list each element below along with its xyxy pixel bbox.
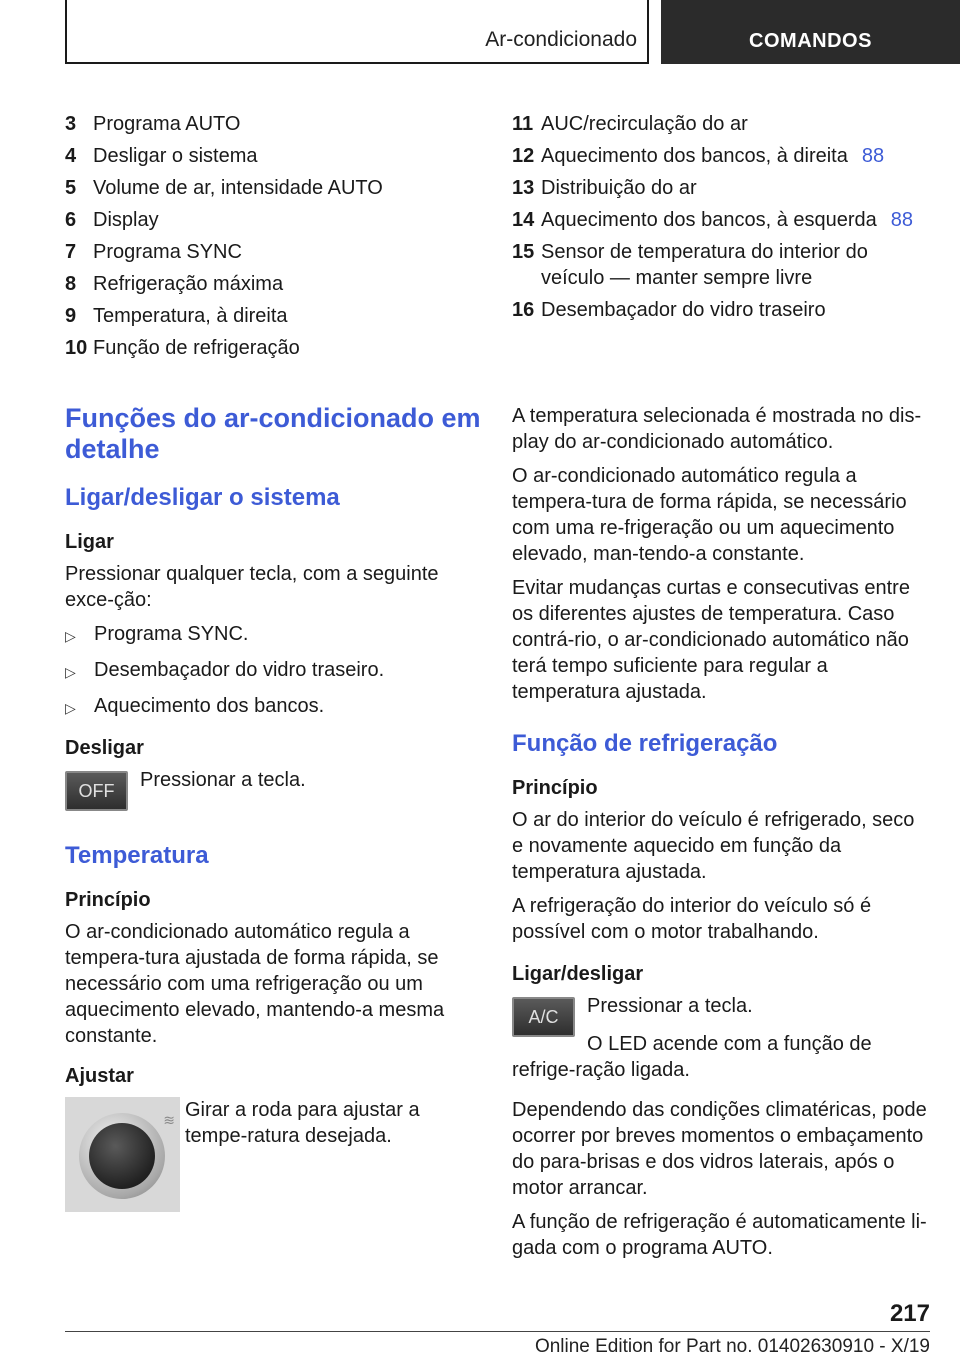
paragraph: A refrigeração do interior do veículo só é possível com o motor trabalhando. bbox=[512, 895, 872, 943]
item-number: 5 bbox=[65, 177, 77, 199]
item-text: Display bbox=[93, 209, 159, 231]
item-number: 12 bbox=[512, 145, 535, 167]
item-number: 10 bbox=[65, 337, 88, 359]
paragraph: Evitar mudanças curtas e consecutivas entre os diferentes ajustes de temperatura. Caso contrá-rio, o ar-condicionado automático não terá tempo suficiente para regular a temperatura ajustada. bbox=[512, 577, 910, 703]
paragraph: O ar do interior do veículo é refrigerado, seco e novamente aquecido em função da temperatura ajustada. bbox=[512, 809, 915, 883]
item-text: Sensor de temperatura do interior do veículo — manter sempre livre bbox=[541, 241, 868, 289]
header-rule-bottom bbox=[65, 62, 649, 64]
list-item bbox=[65, 693, 483, 721]
heat-waves-icon: ≋ bbox=[163, 1112, 174, 1128]
item-number: 4 bbox=[65, 145, 77, 167]
principio-text: O ar-condicionado automático regula a tempera-tura ajustada de forma rápida, se necessário com uma refrigeração ou um aquecimento elevado, mantendo-a mesma constante. bbox=[65, 921, 445, 1047]
ac-key-image: A/C bbox=[512, 997, 575, 1037]
off-key-row bbox=[65, 767, 483, 811]
item-text: Programa SYNC. bbox=[94, 623, 249, 645]
ajustar-text: Girar a roda para ajustar a tempe-ratura desejada. bbox=[185, 1099, 420, 1147]
knob-row bbox=[65, 1097, 483, 1212]
list-item bbox=[65, 657, 483, 685]
page-reference-link[interactable]: 88 bbox=[861, 145, 885, 167]
list-item bbox=[65, 621, 483, 649]
list-item bbox=[512, 236, 932, 294]
list-item bbox=[65, 268, 485, 300]
subsection-title: Função de refrigeração bbox=[512, 730, 778, 757]
item-text: Aquecimento dos bancos. bbox=[94, 695, 325, 717]
item-number: 16 bbox=[512, 299, 535, 321]
legend-list-right bbox=[512, 108, 932, 326]
paragraph: O ar-condicionado automático regula a tempera-tura de forma rápida, se necessário com uma re-frigeração ou um aquecimento elevado, man-tendo-a constante. bbox=[512, 465, 907, 565]
desligar-heading: Desligar bbox=[65, 737, 144, 759]
list-item bbox=[65, 204, 485, 236]
item-number: 15 bbox=[512, 241, 535, 263]
section-title: Funções do ar-condicionado em detalhe bbox=[65, 403, 481, 464]
list-item bbox=[65, 236, 485, 268]
footer-rule bbox=[65, 1331, 930, 1332]
item-text: Refrigeração máxima bbox=[93, 273, 284, 295]
page-number: 217 bbox=[889, 1300, 930, 1327]
item-text: Desembaçador do vidro traseiro. bbox=[94, 659, 385, 681]
paragraph: A função de refrigeração é automaticamente li-gada com o programa AUTO. bbox=[512, 1211, 927, 1259]
list-item bbox=[512, 172, 932, 204]
list-item bbox=[65, 140, 485, 172]
right-column bbox=[512, 403, 930, 1269]
left-column bbox=[65, 403, 483, 1212]
ajustar-heading: Ajustar bbox=[65, 1065, 134, 1087]
header-rule-left bbox=[65, 0, 67, 64]
item-number: 9 bbox=[65, 305, 77, 327]
list-item bbox=[65, 300, 485, 332]
list-item bbox=[65, 172, 485, 204]
list-item bbox=[512, 294, 932, 326]
item-text: Programa AUTO bbox=[93, 113, 241, 135]
triangle-bullet-icon: ▷ bbox=[65, 664, 76, 680]
list-item bbox=[512, 204, 932, 236]
item-text: Aquecimento dos bancos, à esquerda bbox=[541, 209, 877, 231]
list-item bbox=[65, 332, 485, 364]
item-text: Desligar o sistema bbox=[93, 145, 258, 167]
principio-heading: Princípio bbox=[512, 777, 598, 799]
footer-edition: Online Edition for Part no. 01402630910 - X/19 bbox=[534, 1336, 930, 1357]
temperature-knob-image bbox=[65, 1097, 180, 1212]
ligar-heading: Ligar bbox=[65, 531, 114, 553]
triangle-bullet-icon: ▷ bbox=[65, 628, 76, 644]
list-item bbox=[512, 140, 932, 172]
header-chapter-tab: COMANDOS bbox=[661, 0, 960, 64]
knob-center bbox=[89, 1123, 155, 1189]
item-text: Temperatura, à direita bbox=[93, 305, 288, 327]
triangle-bullet-icon: ▷ bbox=[65, 700, 76, 716]
principio-heading: Princípio bbox=[65, 889, 151, 911]
ac-key-text bbox=[587, 993, 753, 1027]
item-number: 14 bbox=[512, 209, 535, 231]
item-text: AUC/recirculação do ar bbox=[541, 113, 748, 135]
item-text: Desembaçador do vidro traseiro bbox=[541, 299, 826, 321]
legend-list-left bbox=[65, 108, 485, 364]
paragraph: Dependendo das condições climatéricas, pode ocorrer por breves momentos o embaçamento do para-brisas e dos vidros laterais, após o motor arrancar. bbox=[512, 1099, 927, 1199]
item-text: Programa SYNC bbox=[93, 241, 242, 263]
ligar-desligar-heading: Ligar/desligar bbox=[512, 963, 644, 985]
item-number: 7 bbox=[65, 241, 77, 263]
off-key-image: OFF bbox=[65, 771, 128, 811]
header-rule-right bbox=[647, 0, 649, 64]
item-text: Volume de ar, intensidade AUTO bbox=[93, 177, 383, 199]
item-number: 6 bbox=[65, 209, 77, 231]
item-number: 13 bbox=[512, 177, 535, 199]
ligar-exceptions-list bbox=[65, 621, 483, 721]
item-number: 8 bbox=[65, 273, 77, 295]
paragraph: Pressionar a tecla. bbox=[587, 995, 753, 1017]
subsection-title: Temperatura bbox=[65, 842, 209, 869]
desligar-text: Pressionar a tecla. bbox=[140, 769, 306, 791]
paragraph: O LED acende com a função de refrige-ração ligada. bbox=[512, 1033, 872, 1081]
ligar-text: Pressionar qualquer tecla, com a seguinte exce-ção: bbox=[65, 563, 439, 611]
item-number: 11 bbox=[512, 113, 534, 135]
list-item bbox=[512, 108, 932, 140]
paragraph: A temperatura selecionada é mostrada no dis-play do ar-condicionado automático. bbox=[512, 405, 922, 453]
subsection-title: Ligar/desligar o sistema bbox=[65, 484, 340, 511]
header-section-title: Ar-condicionado bbox=[485, 28, 637, 51]
item-text: Função de refrigeração bbox=[93, 337, 300, 359]
item-text: Aquecimento dos bancos, à direita bbox=[541, 145, 848, 167]
page-reference-link[interactable]: 88 bbox=[890, 209, 914, 231]
item-text: Distribuição do ar bbox=[541, 177, 697, 199]
list-item bbox=[65, 108, 485, 140]
item-number: 3 bbox=[65, 113, 77, 135]
